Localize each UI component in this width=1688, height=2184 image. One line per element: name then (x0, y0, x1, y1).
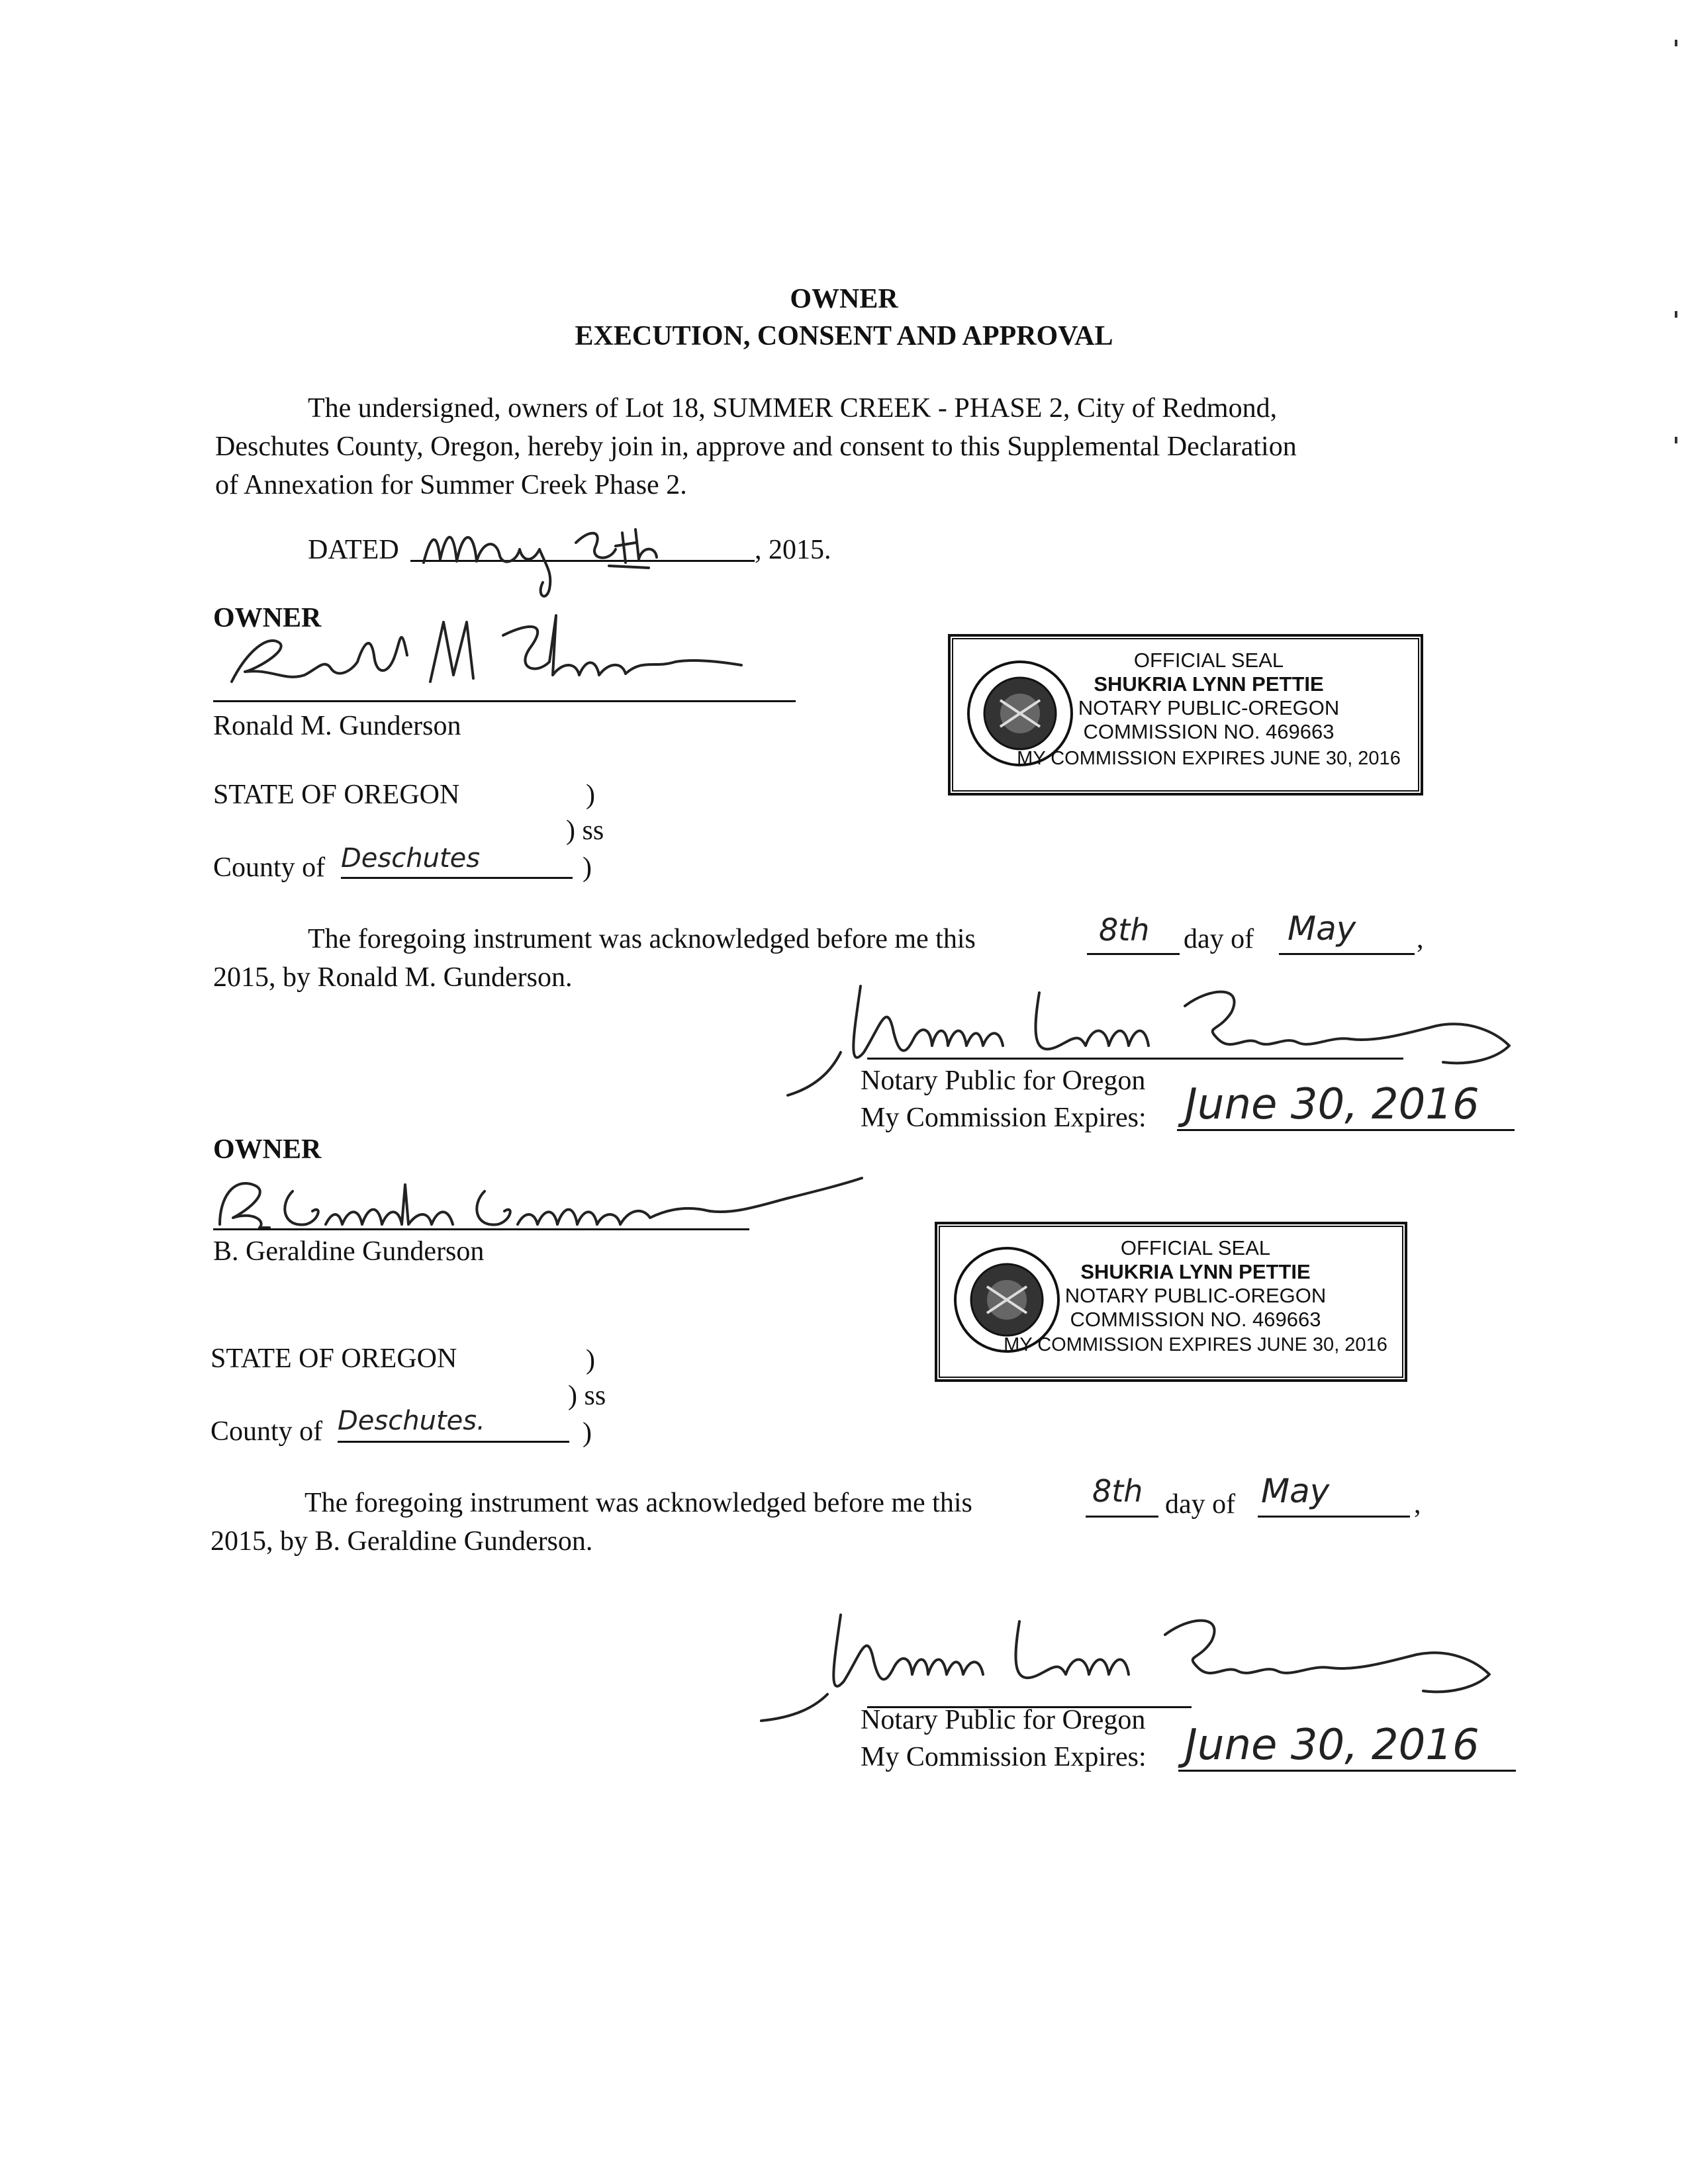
owner2-expires-label: My Commission Expires: (861, 1742, 1147, 1772)
seal1-line1: OFFICIAL SEAL (1133, 649, 1284, 672)
owner1-paren-1: ) (586, 780, 595, 810)
owner1-day-of: day of (1184, 924, 1254, 954)
owner1-month-underline (1279, 953, 1415, 955)
owner1-expires-underline (1177, 1129, 1515, 1131)
intro-line-1: The undersigned, owners of Lot 18, SUMMER CREEK - PHASE 2, City of Redmond, (308, 393, 1278, 424)
owner2-notary-label: Notary Public for Oregon (861, 1705, 1146, 1735)
scan-artifact (1675, 437, 1677, 443)
owner1-day-value: 8th (1099, 912, 1150, 948)
owner2-ack-line-2: 2015, by B. Geraldine Gunderson. (211, 1526, 593, 1557)
owner1-county-underline (341, 877, 573, 879)
owner1-expires-value: June 30, 2016 (1185, 1080, 1479, 1129)
owner2-county-underline (338, 1441, 569, 1443)
owner2-day-underline (1086, 1516, 1158, 1518)
owner1-state: STATE OF OREGON (213, 780, 460, 810)
owner2-ack-text: The foregoing instrument was acknowledged before me this (305, 1488, 972, 1518)
owner1-ack-comma: , (1417, 924, 1424, 954)
owner2-expires-underline (1178, 1770, 1516, 1772)
owner1-signature-line (213, 700, 796, 702)
owner1-ack-line-2: 2015, by Ronald M. Gunderson. (213, 962, 573, 993)
owner2-heading: OWNER (213, 1134, 322, 1165)
seal2-line4: COMMISSION NO. 469663 (1070, 1308, 1321, 1331)
document-title-execution: EXECUTION, CONSENT AND APPROVAL (575, 321, 1113, 351)
owner1-notary-line (867, 1058, 1403, 1060)
seal2-line3: NOTARY PUBLIC-OREGON (1064, 1284, 1327, 1307)
dated-handwriting (410, 510, 755, 609)
owner2-signature-line (213, 1228, 749, 1230)
owner2-state: STATE OF OREGON (211, 1343, 457, 1374)
owner2-day-value: 8th (1092, 1473, 1143, 1509)
official-seal-1 (948, 634, 1423, 796)
owner1-ss: ) ss (566, 815, 604, 846)
owner2-day-of: day of (1165, 1489, 1236, 1520)
owner1-signature (218, 596, 748, 708)
owner1-county-label: County of (213, 852, 326, 883)
owner2-paren-1: ) (586, 1345, 595, 1375)
owner1-day-underline (1087, 953, 1180, 955)
official-seal-2 (935, 1222, 1407, 1382)
owner2-name: B. Geraldine Gunderson (213, 1236, 485, 1267)
dated-label: DATED (308, 535, 399, 565)
owner1-heading: OWNER (213, 603, 322, 633)
owner2-ss: ) ss (568, 1381, 606, 1411)
seal2-line2: SHUKRIA LYNN PETTIE (1080, 1260, 1311, 1283)
owner2-county-label: County of (211, 1416, 323, 1447)
owner2-signature (207, 1165, 882, 1238)
scan-artifact (1675, 311, 1677, 318)
owner1-name: Ronald M. Gunderson (213, 711, 461, 741)
scan-artifact (1675, 40, 1677, 46)
owner2-expires-value: June 30, 2016 (1185, 1721, 1479, 1770)
owner2-paren-3: ) (583, 1418, 592, 1448)
owner2-month-underline (1258, 1516, 1410, 1518)
owner1-county-value: Deschutes (341, 843, 481, 874)
seal1-line5: MY COMMISSION EXPIRES JUNE 30, 2016 (1017, 748, 1401, 769)
seal2-line1: OFFICIAL SEAL (1120, 1236, 1271, 1259)
owner1-expires-label: My Commission Expires: (861, 1103, 1147, 1133)
seal1-line2: SHUKRIA LYNN PETTIE (1094, 672, 1324, 696)
intro-line-2: Deschutes County, Oregon, hereby join in, approve and consent to this Supplemental Declaration (215, 432, 1297, 462)
seal2-line5: MY COMMISSION EXPIRES JUNE 30, 2016 (1004, 1334, 1387, 1355)
owner1-notary-label: Notary Public for Oregon (861, 1066, 1146, 1096)
dated-suffix: , 2015. (755, 535, 831, 565)
owner2-county-value: Deschutes. (338, 1406, 485, 1436)
seal1-line3: NOTARY PUBLIC-OREGON (1078, 696, 1340, 719)
owner1-ack-text: The foregoing instrument was acknowledged before me this (308, 924, 976, 954)
document-title-owner: OWNER (790, 284, 898, 314)
seal1-line4: COMMISSION NO. 469663 (1083, 720, 1335, 743)
owner2-month-value: May (1261, 1472, 1330, 1510)
owner1-month-value: May (1288, 909, 1356, 948)
owner1-paren-3: ) (583, 852, 592, 883)
intro-line-3: of Annexation for Summer Creek Phase 2. (215, 470, 687, 500)
owner2-ack-comma: , (1414, 1489, 1421, 1520)
